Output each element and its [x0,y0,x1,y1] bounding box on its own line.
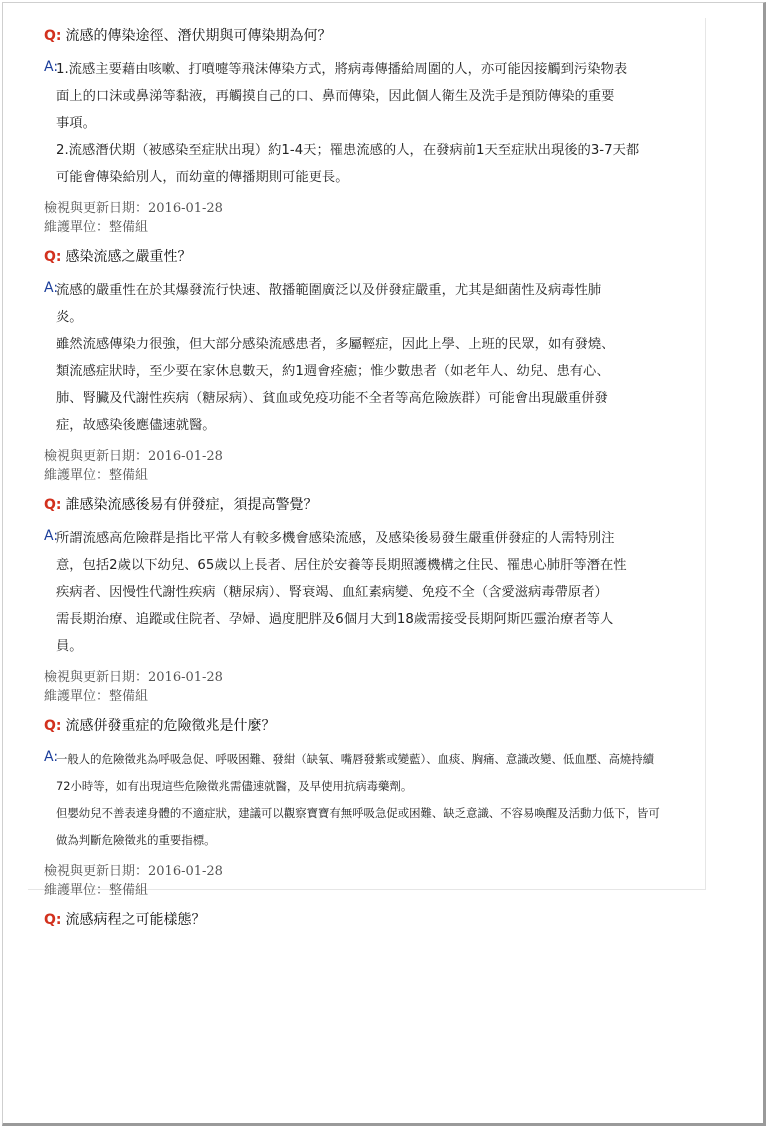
faq-meta [44,668,705,706]
answer-line: 症，故感染後應儘速就醫。 [56,418,216,433]
answer-line: 肺、腎臟及代謝性疾病（糖尿病）、貧血或免疫功能不全者等高危險族群）可能會出現嚴重併發 [56,391,608,406]
faq-answer [44,746,705,854]
question-text: 流感病程之可能樣態？ [65,912,206,928]
maintenance-unit: 維護單位：整備組 [44,689,149,704]
answer-line: 72小時等，如有出現這些危險徵兆需儘速就醫，及早使用抗病毒藥劑。 [56,779,413,793]
answer-line: 雖然流感傳染力很強，但大部分感染流感患者，多屬輕症，因此上學、上班的民眾，如有發燒、 [56,337,615,352]
q-mark: Q: [44,912,62,928]
q-mark: Q: [44,718,62,734]
answer-line: 所謂流感高危險群是指比平常人有較多機會感染流感，及感染後易發生嚴重併發症的人需特別注 [56,531,615,546]
question-text: 誰感染流感後易有併發症，須提高警覺？ [65,497,318,513]
q-mark: Q: [44,28,62,44]
q-mark: Q: [44,249,62,265]
question-text: 感染流感之嚴重性？ [65,249,192,265]
answer-line: 類流感症狀時，至少要在家休息數天，約1週會痊癒；惟少數患者（如老年人、幼兒、患有心、 [56,364,610,379]
maintenance-unit: 維護單位：整備組 [44,883,149,898]
faq-question[interactable] [44,716,705,736]
faq-content [28,18,706,928]
faq-item [44,18,705,237]
a-mark: A: [44,280,59,296]
faq-answer [44,525,705,660]
answer-line: 2.流感潛伏期（被感染至症狀出現）約1-4天；罹患流感的人，在發病前1天至症狀出現後的3-7天都 [56,143,640,158]
faq-meta [44,447,705,485]
faq-meta [44,199,705,237]
faq-item [44,716,705,900]
answer-line: 意，包括2歲以下幼兒、65歲以上長者、居住於安養等長期照護機構之住民、罹患心肺肝等潛在性 [56,558,627,573]
answer-line: 可能會傳染給別人，而幼童的傳播期則可能更長。 [56,170,349,185]
faq-meta [44,862,705,900]
answer-line: 面上的口沫或鼻涕等黏液，再觸摸自己的口、鼻而傳染，因此個人衛生及洗手是預防傳染的重要 [56,89,615,104]
answer-line: 員。 [56,639,83,654]
answer-line: 流感的嚴重性在於其爆發流行快速、散播範圍廣泛以及併發症嚴重，尤其是細菌性及病毒性肺 [56,283,602,298]
update-date: 檢視與更新日期：2016-01-28 [44,670,223,685]
faq-answer [44,277,705,439]
answer-line: 但嬰幼兒不善表達身體的不適症狀，建議可以觀察寶寶有無呼吸急促或困難、缺乏意識、不容易喚醒及活動力低下，皆可 [56,806,660,820]
update-date: 檢視與更新日期：2016-01-28 [44,201,223,216]
maintenance-unit: 維護單位：整備組 [44,220,149,235]
answer-line: 需長期治療、追蹤或住院者、孕婦、過度肥胖及6個月大到18歲需接受長期阿斯匹靈治療者等人 [56,612,614,627]
faq-question[interactable] [44,910,705,930]
q-mark: Q: [44,497,62,513]
a-mark: A: [44,59,59,75]
faq-question[interactable] [44,247,705,267]
question-text: 流感的傳染途徑、潛伏期與可傳染期為何？ [65,28,332,44]
answer-line: 一般人的危險徵兆為呼吸急促、呼吸困難、發紺（缺氧、嘴唇發紫或變藍）、血痰、胸痛、意識改變、低血壓、高燒持續 [56,752,655,766]
question-text: 流感併發重症的危險徵兆是什麼？ [65,718,276,734]
faq-item [44,247,705,485]
answer-line: 做為判斷危險徵兆的重要指標。 [56,833,216,847]
faq-item [44,495,705,706]
faq-question[interactable] [44,26,705,46]
a-mark: A: [44,528,59,544]
answer-line: 1.流感主要藉由咳嗽、打噴嚏等飛沫傳染方式，將病毒傳播給周圍的人，亦可能因接觸到污染物表 [56,62,628,77]
faq-answer [44,56,705,191]
answer-line: 疾病者、因慢性代謝性疾病（糖尿病）、腎衰竭、血紅素病變、免疫不全（含愛滋病毒帶原者） [56,585,608,600]
a-mark: A: [44,749,59,765]
answer-line: 事項。 [56,116,96,131]
update-date: 檢視與更新日期：2016-01-28 [44,449,223,464]
faq-question[interactable] [44,495,705,515]
update-date: 檢視與更新日期：2016-01-28 [44,864,223,879]
maintenance-unit: 維護單位：整備組 [44,468,149,483]
answer-line: 炎。 [56,310,83,325]
